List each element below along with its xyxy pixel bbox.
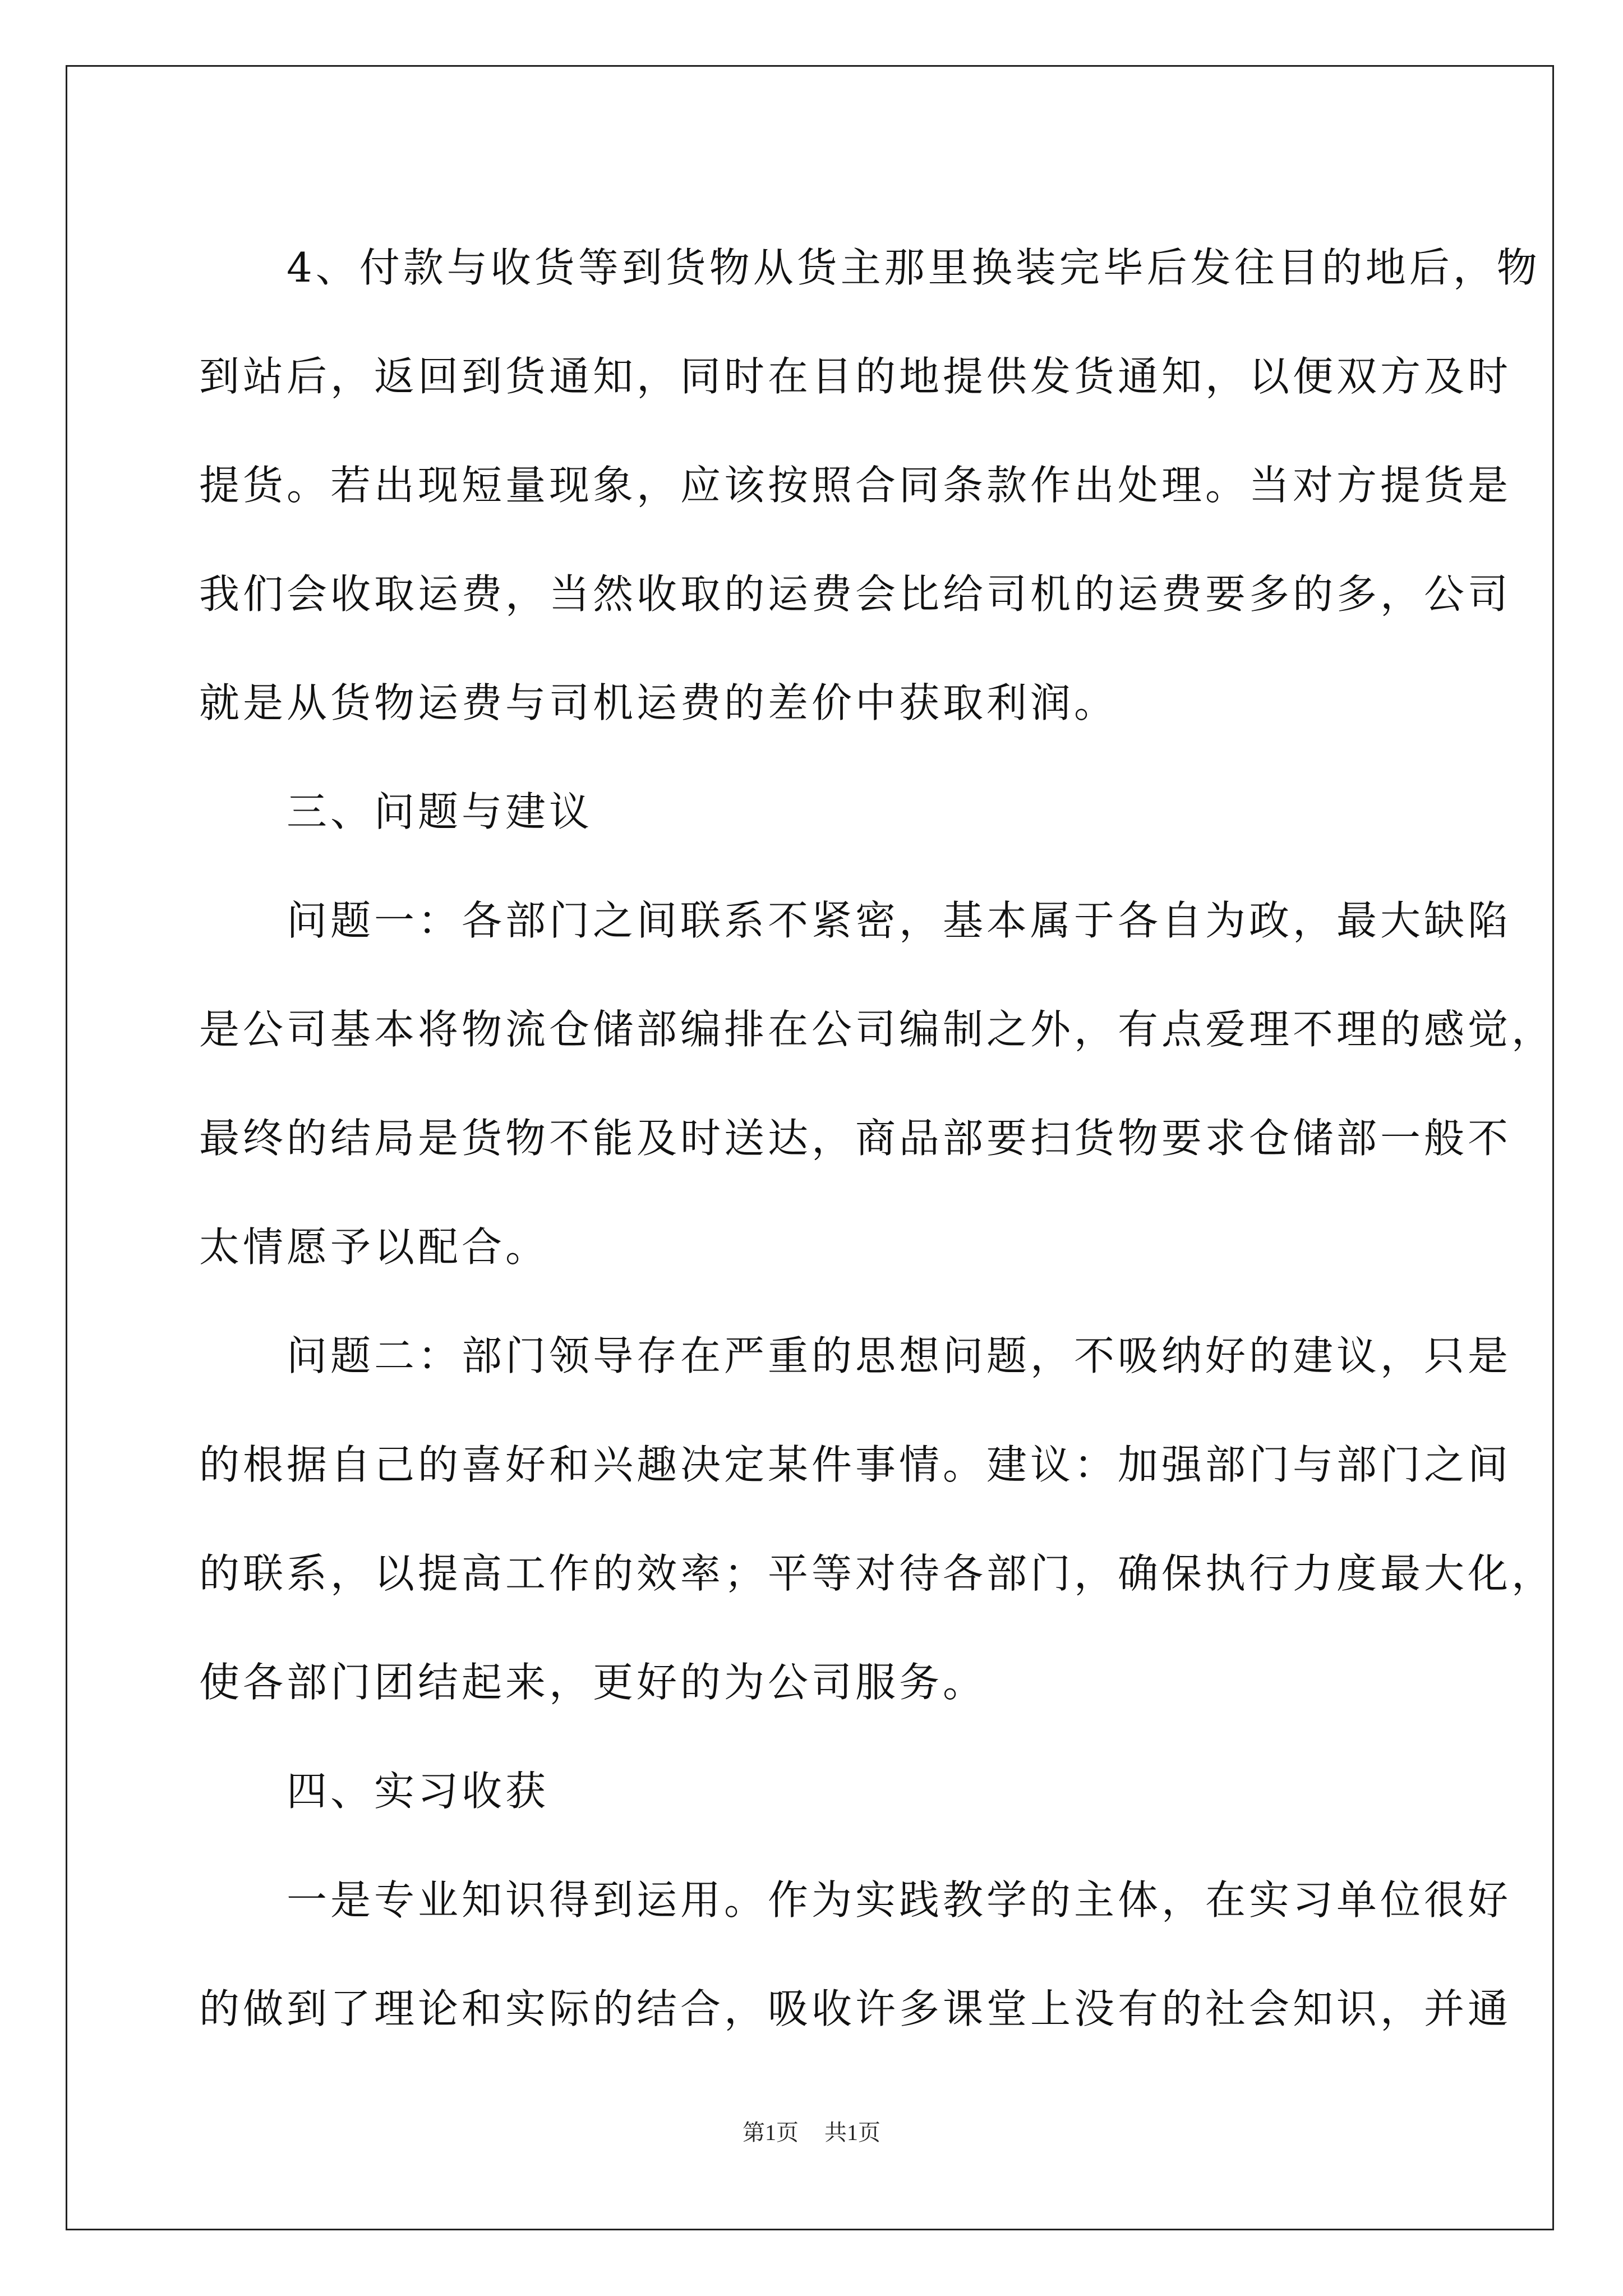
text-line: 到站后，返回到货通知，同时在目的地提供发货通知，以便双方及时 bbox=[199, 353, 1512, 400]
text-line: 就是从货物运费与司机运费的差价中获取利润。 bbox=[199, 679, 1118, 726]
page-footer bbox=[0, 2115, 1623, 2147]
text-line: 4、付款与收货等到货物从货主那里换装完毕后发往目的地后，物 bbox=[199, 244, 1541, 291]
text-line: 是公司基本将物流仓储部编排在公司编制之外，有点爱理不理的感觉， bbox=[199, 1006, 1556, 1053]
page-number: 第1页 bbox=[743, 2120, 799, 2145]
text-line: 一是专业知识得到运用。作为实践教学的主体，在实习单位很好 bbox=[199, 1876, 1512, 1924]
page-total: 共1页 bbox=[824, 2120, 880, 2145]
section-heading: 四、实习收获 bbox=[199, 1768, 550, 1815]
document-body bbox=[199, 213, 1556, 2063]
text-line: 的联系，以提高工作的效率；平等对待各部门，确保执行力度最大化， bbox=[199, 1550, 1556, 1597]
section-heading: 三、问题与建议 bbox=[199, 788, 593, 835]
text-line: 太情愿予以配合。 bbox=[199, 1223, 550, 1271]
text-line: 问题一：各部门之间联系不紧密，基本属于各自为政，最大缺陷 bbox=[199, 897, 1512, 944]
text-line: 的做到了理论和实际的结合，吸收许多课堂上没有的社会知识，并通 bbox=[199, 1985, 1512, 2032]
text-line: 最终的结局是货物不能及时送达，商品部要扫货物要求仓储部一般不 bbox=[199, 1115, 1512, 1162]
text-line: 我们会收取运费，当然收取的运费会比给司机的运费要多的多，公司 bbox=[199, 570, 1512, 618]
text-line: 问题二：部门领导存在严重的思想问题，不吸纳好的建议，只是 bbox=[199, 1332, 1512, 1379]
text-line: 提货。若出现短量现象，应该按照合同条款作出处理。当对方提货是 bbox=[199, 462, 1512, 509]
text-line: 的根据自己的喜好和兴趣决定某件事情。建议：加强部门与部门之间 bbox=[199, 1441, 1512, 1488]
text-line: 使各部门团结起来，更好的为公司服务。 bbox=[199, 1659, 987, 1706]
